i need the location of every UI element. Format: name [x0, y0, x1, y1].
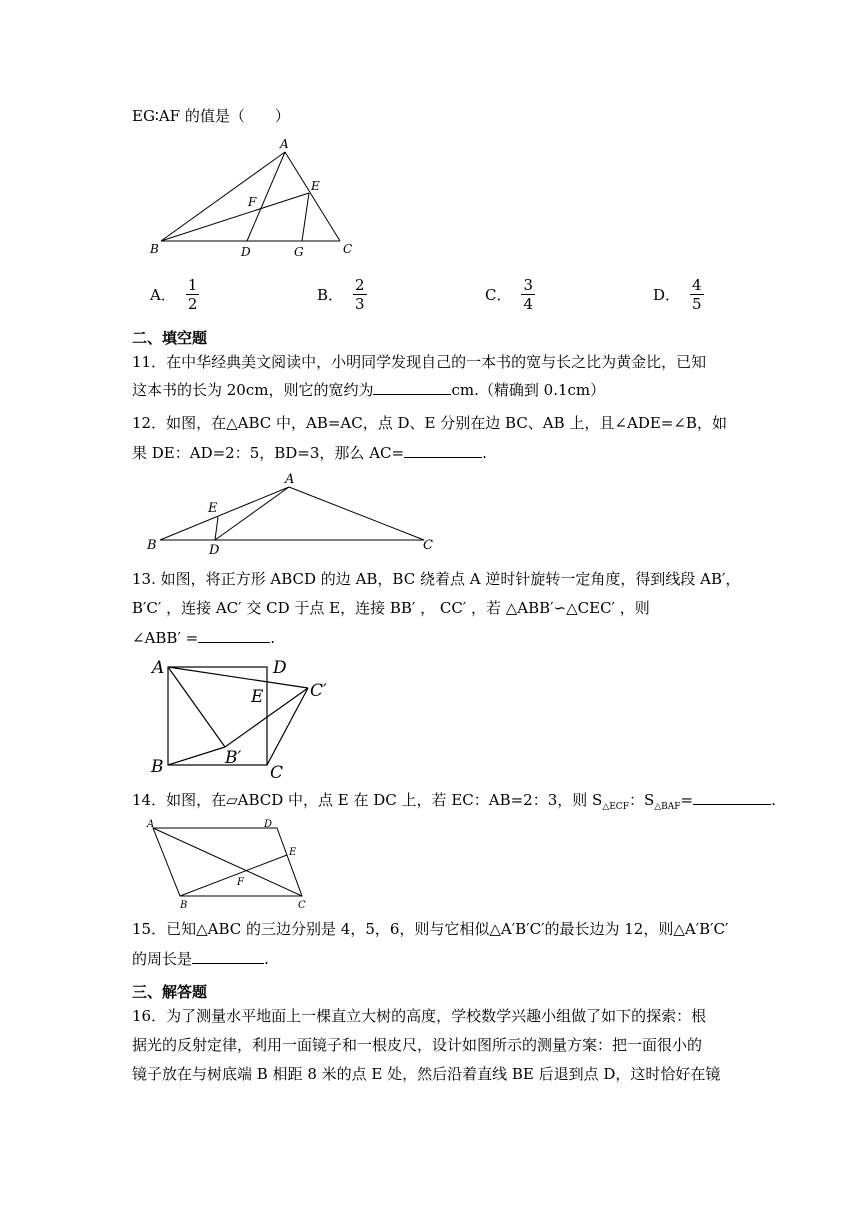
q13-label-d: D [273, 658, 287, 678]
q12-text-b: . [482, 444, 487, 462]
q10-label-d: D [241, 245, 251, 259]
q11-line1: 11．在中华经典美文阅读中，小明同学发现自己的一本书的宽与长之比为黄金比，已知 [132, 353, 707, 371]
q12-label-d: D [209, 543, 220, 558]
fraction-denominator: 4 [523, 295, 534, 313]
q15-text-b: . [264, 950, 269, 968]
fraction-numerator: 4 [692, 276, 702, 294]
option-letter: D． [653, 286, 681, 304]
q14-sub-baf: △BAF [654, 802, 681, 812]
q15-line1: 15．已知△ABC 的三边分别是 4，5，6，则与它相似△A′B′C′的最长边为 12，则△A′B′C′ [132, 920, 729, 938]
q14-parallelogram-figure [145, 815, 320, 910]
section-title-solutions: 三、解答题 [132, 983, 208, 1001]
q14-label-b: B [180, 900, 188, 910]
q15-answer-blank[interactable] [192, 949, 264, 964]
fraction-denominator: 2 [187, 295, 198, 313]
q10-option-d[interactable] [653, 276, 704, 313]
q16-line3: 镜子放在与树底端 B 相距 8 米的点 E 处，然后沿着直线 BE 后退到点 D，这时恰好在镜 [132, 1065, 721, 1083]
q12-line1: 12．如图，在△ABC 中，AB=AC，点 D、E 分别在边 BC、AB 上，且∠ADE=∠B，如 [132, 414, 727, 432]
q14-line [132, 790, 776, 817]
q12-label-c: C [423, 538, 433, 553]
q10-label-b: B [150, 242, 159, 256]
q10-label-f: F [248, 195, 257, 209]
q15-text-a: 的周长是 [132, 950, 193, 968]
q13-line1: 13. 如图，将正方形 ABCD 的边 AB，BC 绕着点 A 逆时针旋转一定角度，得到线段 AB′， [132, 570, 741, 588]
q12-label-b: B [147, 538, 157, 553]
q10-label-c: C [343, 242, 353, 256]
option-letter: C． [485, 286, 512, 304]
q12-line2 [132, 443, 487, 463]
q13-text-a: ∠ABB′ = [132, 629, 199, 647]
option-letter: A． [150, 286, 176, 304]
q15-line2 [132, 949, 269, 969]
q11-line2 [132, 380, 605, 400]
option-fraction [186, 276, 200, 313]
q13-line2: B′C′ ，连接 AC′ 交 CD 于点 E，连接 BB′ ， CC′ ，若 △ABB′∽△CEC′ ，则 [132, 599, 650, 617]
option-fraction [353, 276, 367, 313]
q14-sub-ecf: △ECF [602, 802, 629, 812]
q14-answer-blank[interactable] [693, 790, 771, 805]
fraction-numerator: 1 [187, 276, 198, 294]
fraction-denominator: 5 [692, 295, 702, 313]
q12-answer-blank[interactable] [404, 443, 482, 458]
q11-answer-blank[interactable] [373, 380, 451, 395]
q10-option-c[interactable] [485, 276, 535, 313]
q14-text-eq: = [680, 791, 694, 809]
q11-text-a: 这本书的长为 20cm，则它的宽约为 [132, 381, 374, 399]
q12-triangle-figure [145, 470, 445, 558]
q10-option-b[interactable] [317, 276, 367, 313]
q12-text-a: 果 DE：AD=2：5，BD=3，那么 AC= [132, 444, 405, 462]
q16-line2: 据光的反射定律，利用一面镜子和一根皮尺，设计如图所示的测量方案：把一面很小的 [132, 1036, 703, 1054]
q14-label-e: E [289, 847, 297, 858]
q14-text-mid: ：S [628, 791, 655, 809]
q10-label-e: E [311, 179, 320, 193]
fraction-numerator: 3 [523, 276, 534, 294]
q13-text-b: . [270, 629, 275, 647]
q13-label-e: E [251, 687, 264, 707]
q14-label-a: A [147, 819, 155, 830]
q14-label-d: D [264, 819, 273, 830]
q12-label-e: E [208, 501, 218, 516]
q13-square-rotation-figure [145, 652, 345, 782]
q14-label-c: C [298, 900, 306, 910]
q14-text-end: . [771, 791, 776, 809]
q13-label-c: C [270, 763, 284, 782]
q13-label-c1: C′ [310, 681, 327, 701]
q14-text-a: 14．如图，在▱ABCD 中，点 E 在 DC 上，若 EC：AB=2：3，则 S [132, 791, 603, 809]
q10-label-a: A [280, 137, 289, 151]
q13-label-a: A [152, 658, 165, 678]
q13-label-b: B [151, 757, 164, 777]
option-fraction [690, 276, 704, 313]
q10-stem-tail: EG∶AF 的值是（ ） [132, 107, 290, 125]
q10-option-a[interactable] [150, 276, 199, 313]
q13-answer-blank[interactable] [198, 628, 270, 643]
fraction-numerator: 2 [355, 276, 365, 294]
q10-label-g: G [294, 245, 304, 259]
fraction-denominator: 3 [355, 295, 365, 313]
q13-label-b1: B′ [225, 748, 242, 768]
q13-line3 [132, 628, 275, 648]
q16-line1: 16．为了测量水平地面上一棵直立大树的高度，学校数学兴趣小组做了如下的探索：根 [132, 1007, 707, 1025]
q11-text-b: cm.（精确到 0.1cm） [451, 381, 606, 399]
q14-label-f: F [237, 877, 244, 888]
option-fraction [521, 276, 535, 313]
q10-triangle-figure [150, 134, 365, 262]
q12-label-a: A [285, 472, 295, 487]
option-letter: B． [317, 286, 344, 304]
section-title-fill-in: 二、填空题 [132, 329, 208, 347]
